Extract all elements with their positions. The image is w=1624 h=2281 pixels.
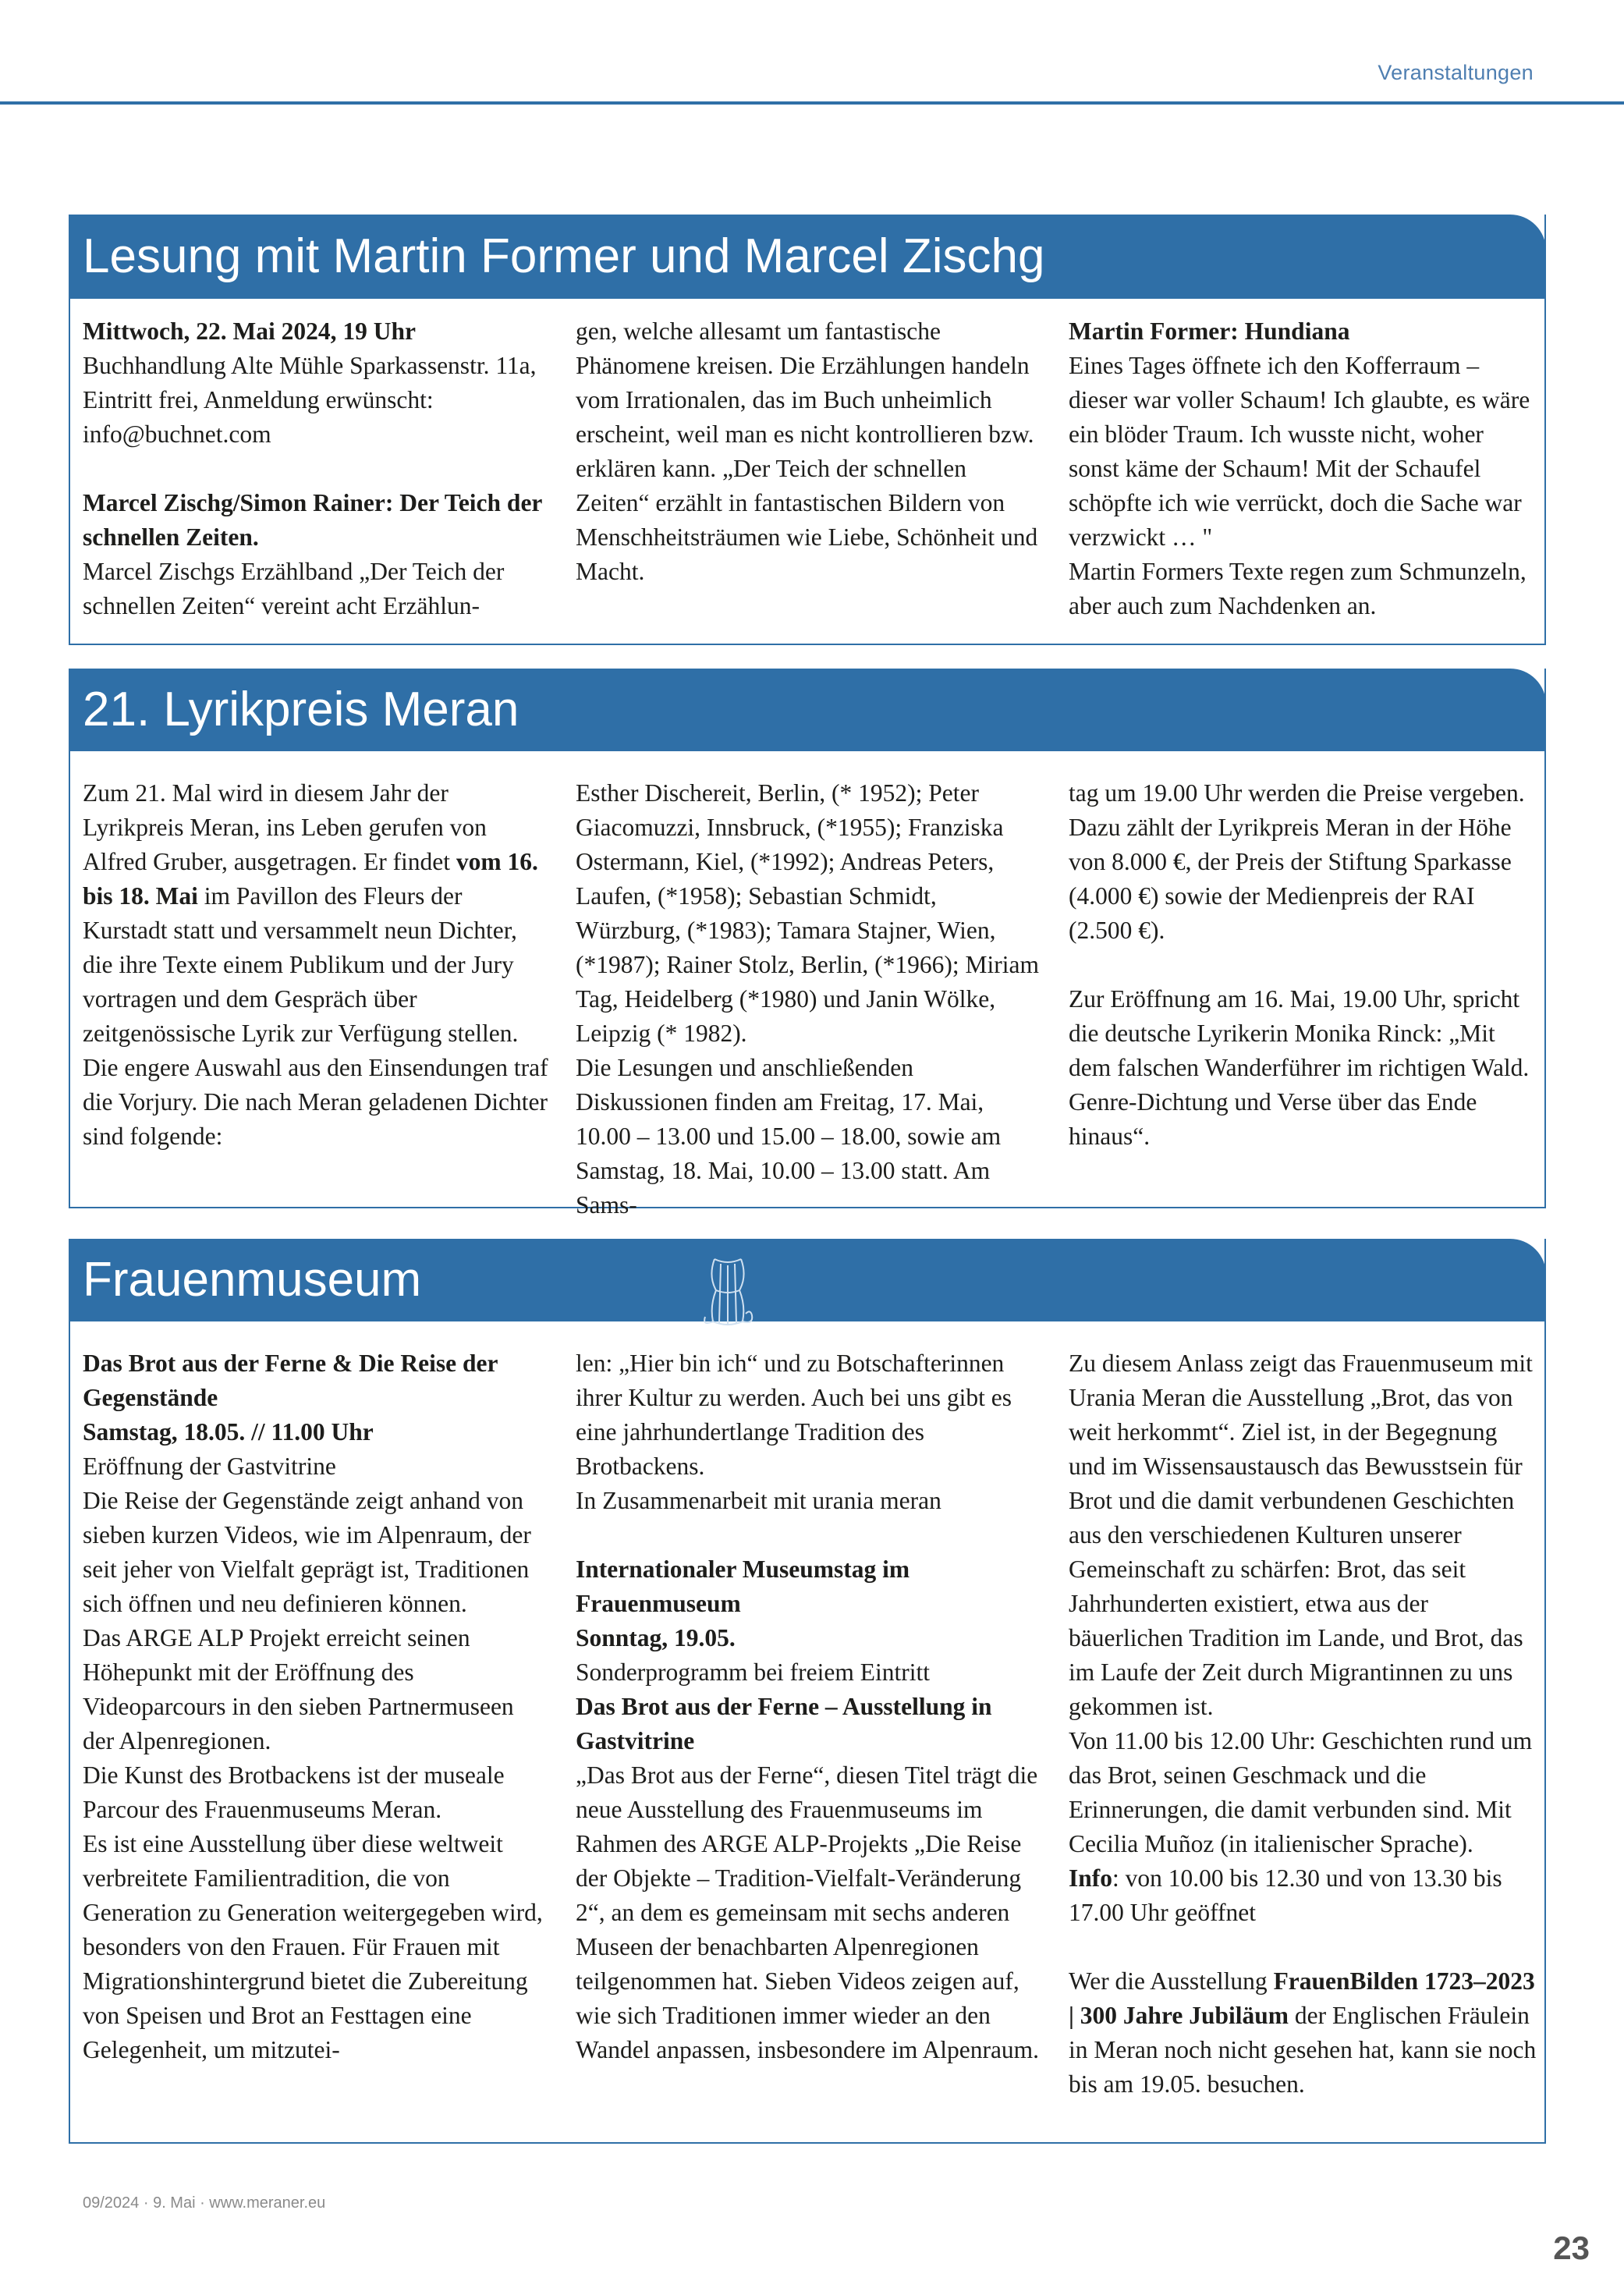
column-2 — [576, 1346, 1044, 2067]
column-3 — [1069, 314, 1537, 623]
paragraph: tag um 19.00 Uhr werden die Preise vergeben. Dazu zählt der Lyrikpreis Meran in der Höhe von 8.000 €, der Preis der Stiftung Sparkasse (4.000 €) sowie der Medienpreis der RAI (2.500 €). — [1069, 779, 1525, 944]
column-3 — [1069, 776, 1537, 1154]
column-2 — [576, 776, 1044, 1222]
paragraph: len: „Hier bin ich“ und zu Botschafterinnen ihrer Kultur zu werden. Auch bei uns gibt es eine jahrhundertlange Tradition des Brotbackens. — [576, 1350, 1012, 1480]
article-title: 21. Lyrikpreis Meran — [69, 669, 1546, 751]
paragraph: Eines Tages öffnete ich den Kofferraum – dieser war voller Schaum! Ich glaubte, es wäre ein blöder Traum. Ich wusste nicht, woher sonst käme der Schaum! Mit der Schaufel schöpfte ich wie verrückt, doch die Sache war verzwickt … " — [1069, 352, 1530, 551]
paragraph: Von 11.00 bis 12.00 Uhr: Geschichten rund um das Brot, seinen Geschmack und die Erinnerungen, die damit verbunden sind. Mit Cecilia Muñoz (in italienischer Sprache). — [1069, 1727, 1533, 1857]
paragraph: Esther Dischereit, Berlin, (* 1952); Peter Giacomuzzi, Innsbruck, (*1955); Franziska Ostermann, Kiel, (*1992); Andreas Peters, Laufen, (*1958); Sebastian Schmidt, Würzburg, (*1983); Tamara Stajner, Wien, (*1987); Rainer Stolz, Berlin, (*1966); Miriam Tag, Heidelberg (*1980) und Janin Wölke, Leipzig (* 1982). — [576, 779, 1040, 1047]
paragraph: Zu diesem Anlass zeigt das Frauenmuseum mit Urania Meran die Ausstellung „Brot, das von weit herkommt“. Ziel ist, in der Begegnung und im Wissensaustausch das Bewusstsein für Brot und die damit verbundenen Geschichten aus den verschiedenen Kulturen unserer Gemeinschaft zu schärfen: Brot, das seit Jahrhunderten existiert, etwa aus der bäuerlichen Tradition im Lande, und Brot, das im Laufe der Zeit durch Migrantinnen zu uns gekommen ist. — [1069, 1350, 1533, 1720]
paragraph: Die Kunst des Brotbackens ist der museale Parcour des Frauenmuseums Meran. — [83, 1761, 505, 1823]
paragraph: Wer die Ausstellung FrauenBilden 1723–2023 | 300 Jahre Jubiläum der Englischen Fräulein in Meran noch nicht gesehen hat, kann sie noch bis am 19.05. besuchen. — [1069, 1967, 1537, 2098]
paragraph: „Das Brot aus der Ferne“, diesen Titel trägt die neue Ausstellung des Frauenmuseums im Rahmen des ARGE ALP-Projekts „Die Reise der Objekte – Tradition-Vielfalt-Veränderung 2“, an dem es gemeinsam mit sechs anderen Museen der benachbarten Alpenregionen teilgenommen hat. Sieben Videos zeigen auf, wie sich Traditionen immer wieder an den Wandel anpassen, insbesondere im Alpenraum. — [576, 1761, 1040, 2063]
column-3 — [1069, 1346, 1537, 2102]
article-lyrikpreis — [69, 669, 1546, 1219]
paragraph: Zur Eröffnung am 16. Mai, 19.00 Uhr, spricht die deutsche Lyrikerin Monika Rinck: „Mit dem falschen Wanderführer im richtigen Wald. Genre-Dichtung und Verse über das Ende hinaus“. — [1069, 985, 1530, 1150]
paragraph: Eröffnung der Gastvitrine — [83, 1453, 336, 1480]
header-rule — [0, 101, 1624, 105]
paragraph: gen, welche allesamt um fantastische Phänomene kreisen. Die Erzählungen handeln vom Irrationalen, das im Buch unheimlich erscheint, weil man es nicht kontrollieren bzw. erklären kann. „Der Teich der schnellen Zeiten“ erzählt in fantastischen Bildern von Menschheitsträumen wie Liebe, Schönheit und Macht. — [576, 317, 1038, 585]
corset-icon — [693, 1253, 763, 1331]
article-title: Frauenmuseum — [69, 1239, 1546, 1321]
article-lesung — [69, 215, 1546, 645]
paragraph: Die Reise der Gegenstände zeigt anhand von sieben kurzen Videos, wie im Alpenraum, der seit jeher von Vielfalt geprägt ist, Traditionen sich öffnen und neu definieren können. — [83, 1487, 531, 1617]
paragraph: Martin Formers Texte regen zum Schmunzeln, aber auch zum Nachdenken an. — [1069, 558, 1526, 619]
book-title: Martin Former: Hundiana — [1069, 317, 1350, 345]
paragraph: Zum 21. Mal wird in diesem Jahr der Lyrikpreis Meran, ins Leben gerufen von Alfred Gruber, ausgetragen. Er findet vom 16. bis 18. Mai im Pavillon des Fleurs der Kurstadt statt und versammelt neun Dichter, die ihre Texte einem Publikum und der Jury vortragen und dem Gespräch über zeitgenössische Lyrik zur Verfügung stellen. — [83, 779, 538, 1047]
column-1 — [83, 1346, 551, 2067]
section-label: Veranstaltungen — [1378, 61, 1534, 84]
event-title: Das Brot aus der Ferne – Ausstellung in Gastvitrine — [576, 1693, 992, 1754]
event-date: Mittwoch, 22. Mai 2024, 19 Uhr — [83, 317, 416, 345]
event-title: Internationaler Museumstag im Frauenmuseum — [576, 1556, 910, 1617]
event-date: Samstag, 18.05. // 11.00 Uhr — [83, 1418, 374, 1446]
page-number: 23 — [1553, 2230, 1590, 2266]
article-frauenmuseum — [69, 1239, 1546, 2144]
paragraph: Sonderprogramm bei freiem Eintritt — [576, 1658, 930, 1686]
paragraph: In Zusammenarbeit mit urania meran — [576, 1487, 941, 1514]
column-1 — [83, 314, 551, 623]
paragraph: Marcel Zischgs Erzählband „Der Teich der schnellen Zeiten“ vereint acht Erzählun- — [83, 558, 505, 619]
book-title: Marcel Zischg/Simon Rainer: Der Teich der schnellen Zeiten. — [83, 489, 542, 551]
column-2 — [576, 314, 1044, 589]
info-line: Info: von 10.00 bis 12.30 und von 13.30 bis 17.00 Uhr geöffnet — [1069, 1864, 1502, 1926]
paragraph: Das ARGE ALP Projekt erreicht seinen Höhepunkt mit der Eröffnung des Videoparcours in den sieben Partnermuseen der Alpenregionen. — [83, 1624, 514, 1754]
event-title: Das Brot aus der Ferne & Die Reise der Gegenstände — [83, 1350, 498, 1411]
article-title: Lesung mit Martin Former und Marcel Zischg — [69, 215, 1546, 299]
paragraph: Die Lesungen und anschließenden Diskussionen finden am Freitag, 17. Mai, 10.00 – 13.00 und 15.00 – 18.00, sowie am Samstag, 18. Mai, 10.00 – 13.00 statt. Am Sams- — [576, 1054, 1002, 1219]
paragraph: Die engere Auswahl aus den Einsendungen traf die Vorjury. Die nach Meran geladenen Dichter sind folgende: — [83, 1054, 548, 1150]
column-1 — [83, 776, 551, 1154]
event-date: Sonntag, 19.05. — [576, 1624, 736, 1651]
event-location: Buchhandlung Alte Mühle Sparkassenstr. 11a, Eintritt frei, Anmeldung erwünscht: info@buchnet.com — [83, 352, 537, 448]
paragraph: Es ist eine Ausstellung über diese weltweit verbreitete Familientradition, die von Generation zu Generation weitergegeben wird, besonders von den Frauen. Für Frauen mit Migrationshintergrund bietet die Zubereitung von Speisen und Brot an Festtagen eine Gelegenheit, um mitzutei- — [83, 1830, 543, 2063]
footer-issue: 09/2024 · 9. Mai · www.meraner.eu — [83, 2194, 326, 2212]
